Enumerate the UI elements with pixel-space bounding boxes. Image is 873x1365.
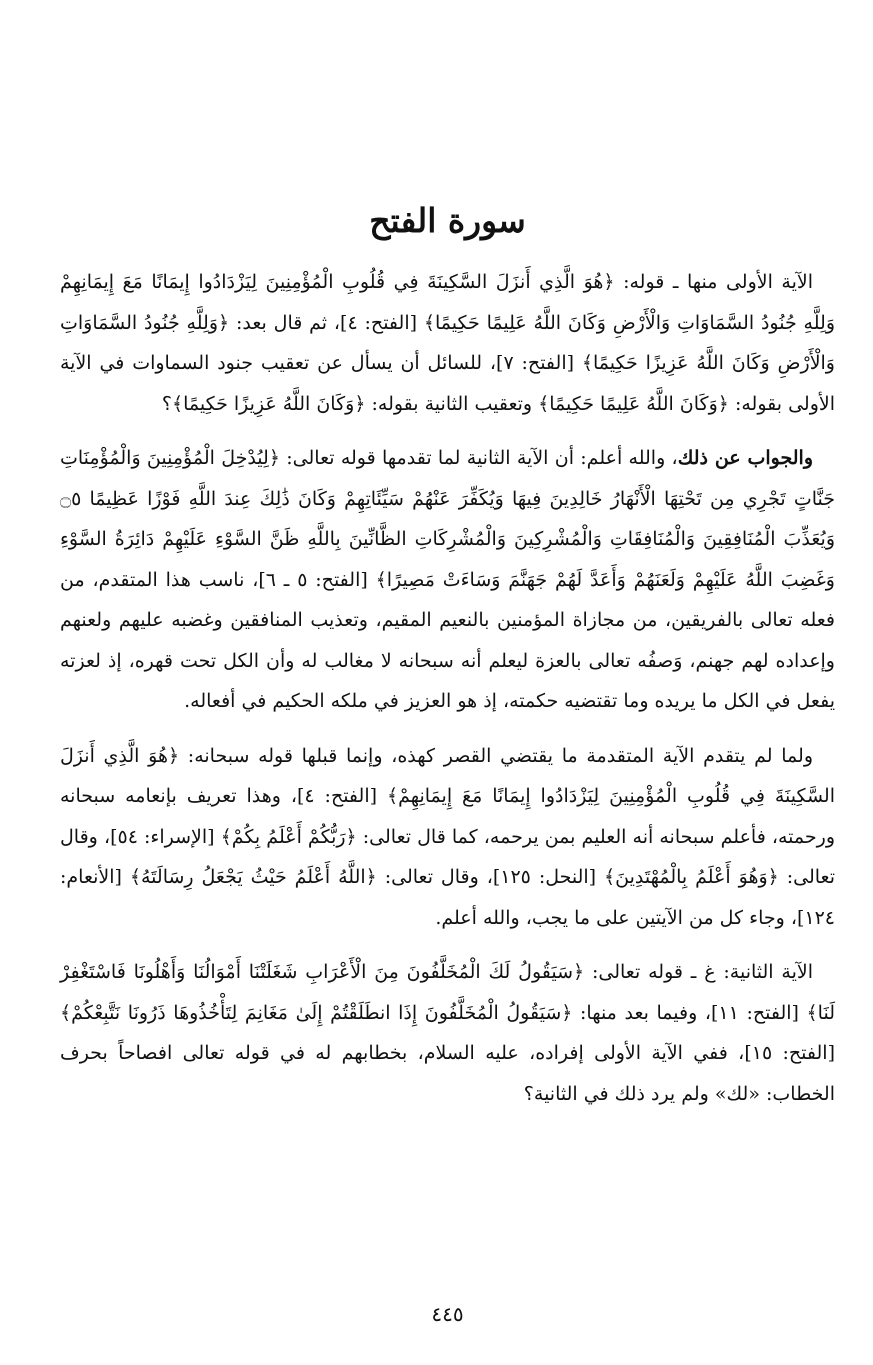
paragraph-first-verse-question [60,262,835,424]
paragraph-second-verse-question [60,952,835,1114]
paragraph-text: ولما لم يتقدم الآية المتقدمة ما يقتضي القصر كهذه، وإنما قبلها قوله سبحانه: ﴿هُوَ الَّذِي أَنزَلَ السَّكِينَةَ فِي قُلُوبِ الْمُؤْمِنِينَ لِيَزْدَادُوا إِيمَانًا مَعَ إِيمَانِهِمْ﴾ [الفتح: ٤]، وهذا تعريف بإنعامه سبحانه ورحمته، فأعلم سبحانه أنه العليم بمن يرحمه، كما قال تعالى: ﴿رَبُّكُمْ أَعْلَمُ بِكُمْ﴾ [الإسراء: ٥٤]، وقال تعالى: ﴿وَهُوَ أَعْلَمُ بِالْمُهْتَدِينَ﴾ [النحل: ١٢٥]، وقال تعالى: ﴿اللَّهُ أَعْلَمُ حَيْثُ يَجْعَلُ رِسَالَتَهُ﴾ [الأنعام: ١٢٤]، وجاء كل من الآيتين على ما يجب، والله أعلم. [60,744,835,929]
page-body [60,262,835,1128]
book-page [60,0,835,1365]
paragraph-explanation [60,736,835,939]
paragraph-answer [60,438,835,722]
paragraph-text: الآية الثانية: غ ـ قوله تعالى: ﴿سَيَقُولُ لَكَ الْمُخَلَّفُونَ مِنَ الْأَعْرَابِ شَغَلَتْنَا أَمْوَالُنَا وَأَهْلُونَا فَاسْتَغْفِرْ لَنَا﴾ [الفتح: ١١]، وفيما بعد منها: ﴿سَيَقُولُ الْمُخَلَّفُونَ إِذَا انطَلَقْتُمْ إِلَىٰ مَغَانِمَ لِتَأْخُذُوهَا ذَرُونَا نَتَّبِعْكُمْ﴾ [الفتح: ١٥]، ففي الآية الأولى إفراده، عليه السلام، بخطابهم له في قوله تعالى افصاحاً بحرف الخطاب: «لك» ولم يرد ذلك في الثانية؟ [60,961,835,1105]
page-number: ٤٤٥ [431,1302,464,1326]
paragraph-text: ، والله أعلم: أن الآية الثانية لما تقدمها قوله تعالى: ﴿لِيُدْخِلَ الْمُؤْمِنِينَ وَالْمُؤْمِنَاتِ جَنَّاتٍ تَجْرِي مِن تَحْتِهَا الْأَنْهَارُ خَالِدِينَ فِيهَا وَيُكَفِّرَ عَنْهُمْ سَيِّئَاتِهِمْ وَكَانَ ذَٰلِكَ عِندَ اللَّهِ فَوْزًا عَظِيمًا ۝٥ وَيُعَذِّبَ الْمُنَافِقِينَ وَالْمُنَافِقَاتِ وَالْمُشْرِكِينَ وَالْمُشْرِكَاتِ الظَّانِّينَ بِاللَّهِ ظَنَّ السَّوْءِ عَلَيْهِمْ دَائِرَةُ السَّوْءِ وَغَضِبَ اللَّهُ عَلَيْهِمْ وَلَعَنَهُمْ وَأَعَدَّ لَهُمْ جَهَنَّمَ وَسَاءَتْ مَصِيرًا﴾ [الفتح: ٥ ـ ٦]، ناسب هذا المتقدم، من فعله تعالى بالفريقين، من مجازاة المؤمنين بالنعيم المقيم، وتعذيب المنافقين وغضبه عليهم ولعنهم وإعداده لهم جهنم، وَصفُه تعالى بالعزة ليعلم أنه سبحانه لا مغالب له وأن الكل تحت قهره، إذ لعزته يفعل في الكل ما يريده وما تقتضيه حكمته، إذ هو العزيز في ملكه الحكيم في أفعاله. [60,447,835,712]
surah-title: سورة الفتح [369,201,526,241]
paragraph-text: الآية الأولى منها ـ قوله: ﴿هُوَ الَّذِي أَنزَلَ السَّكِينَةَ فِي قُلُوبِ الْمُؤْمِنِينَ لِيَزْدَادُوا إِيمَانًا مَعَ إِيمَانِهِمْ وَلِلَّهِ جُنُودُ السَّمَاوَاتِ وَالْأَرْضِ وَكَانَ اللَّهُ عَلِيمًا حَكِيمًا﴾ [الفتح: ٤]، ثم قال بعد: ﴿وَلِلَّهِ جُنُودُ السَّمَاوَاتِ وَالْأَرْضِ وَكَانَ اللَّهُ عَزِيزًا حَكِيمًا﴾ [الفتح: ٧]، للسائل أن يسأل عن تعقيب جنود السماوات في الآية الأولى بقوله: ﴿وَكَانَ اللَّهُ عَلِيمًا حَكِيمًا﴾ وتعقيب الثانية بقوله: ﴿وَكَانَ اللَّهُ عَزِيزًا حَكِيمًا﴾؟ [60,271,835,415]
paragraph-lead: والجواب عن ذلك [677,447,814,469]
